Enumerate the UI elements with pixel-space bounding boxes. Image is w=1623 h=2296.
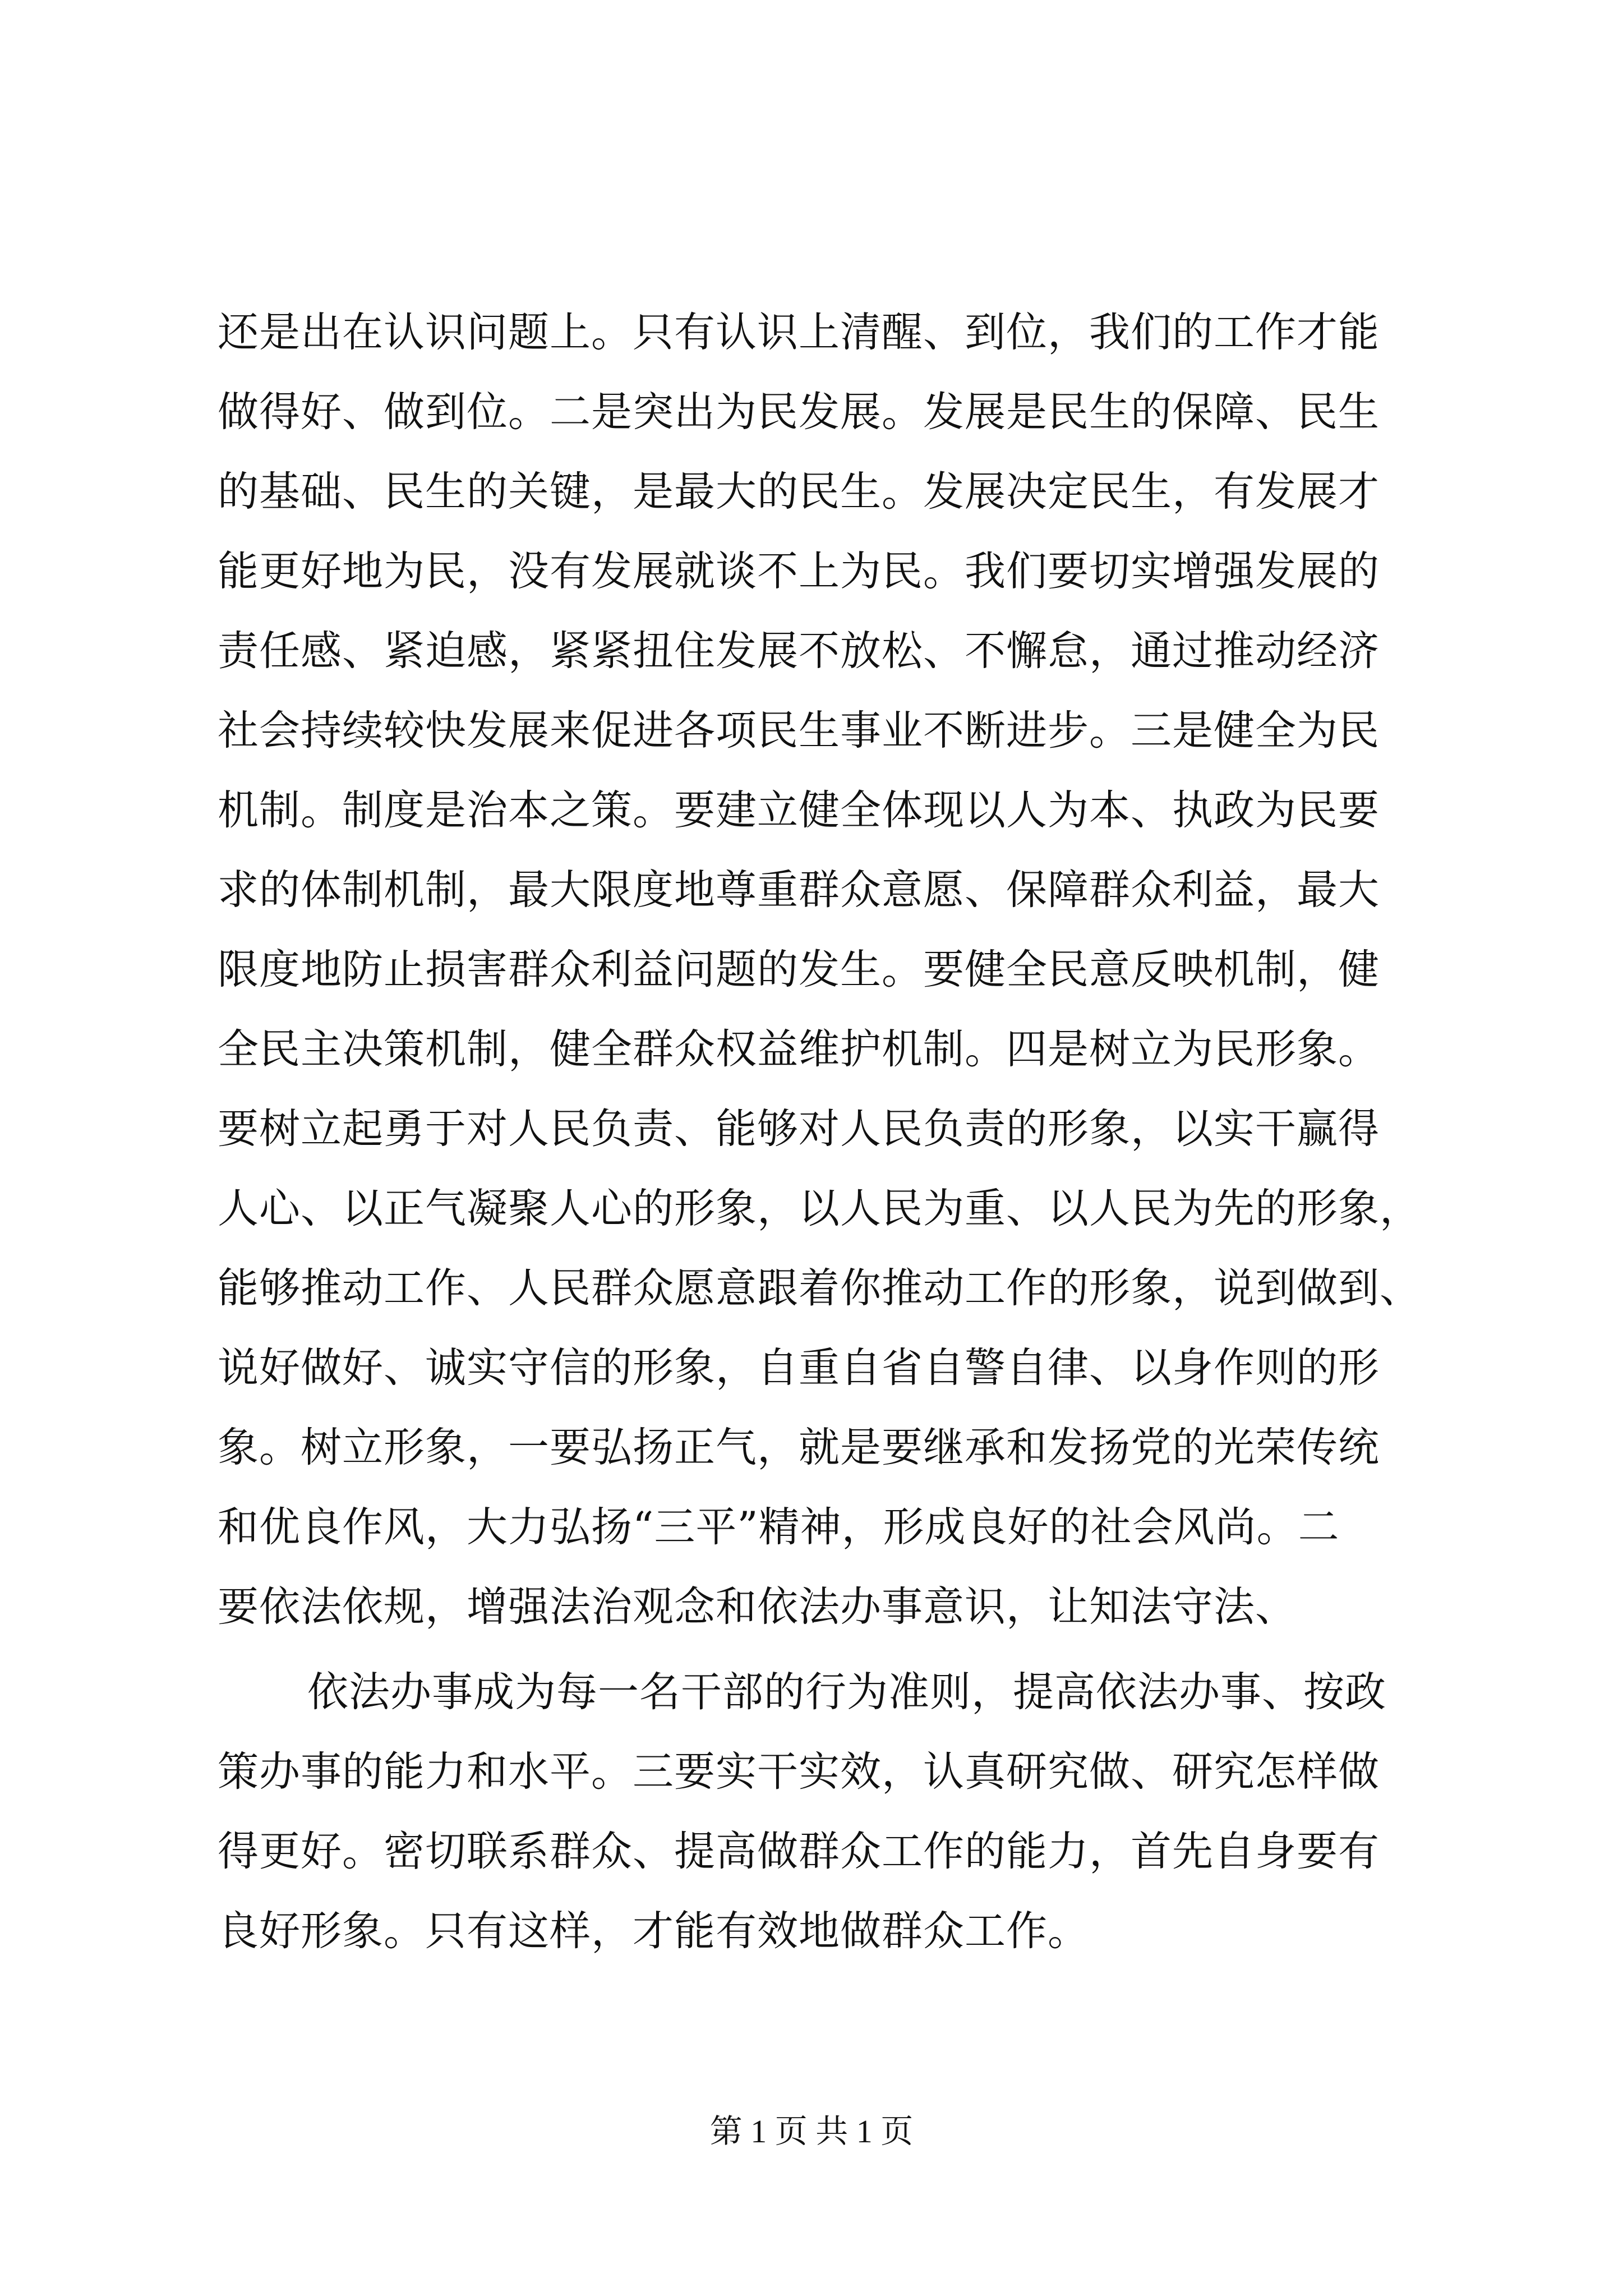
page-number-label: 第 1 页 共 1 页 xyxy=(709,2113,914,2150)
text-line: 要树立起勇于对人民负责、能够对人民负责的形象，以实干赢得 xyxy=(218,1105,1380,1153)
text-line: 责任感、紧迫感，紧紧扭住发展不放松、不懈怠，通过推动经济 xyxy=(218,627,1380,675)
text-line: 还是出在认识问题上。只有认识上清醒、到位，我们的工作才能 xyxy=(218,309,1380,356)
text-line: 要依法依规，增强法治观念和依法办事意识，让知法守法、 xyxy=(218,1583,1297,1631)
text-line: 社会持续较快发展来促进各项民生事业不断进步。三是健全为民 xyxy=(218,707,1380,754)
text-line: 人心、以正气凝聚人心的形象，以人民为重、以人民为先的形象， xyxy=(218,1185,1421,1232)
text-line: 象。树立形象，一要弘扬正气，就是要继承和发扬党的光荣传统 xyxy=(218,1424,1380,1471)
text-line: 限度地防止损害群众利益问题的发生。要健全民意反映机制，健 xyxy=(218,946,1380,993)
text-line: 得更好。密切联系群众、提高做群众工作的能力，首先自身要有 xyxy=(218,1828,1380,1875)
text-line: 说好做好、诚实守信的形象，自重自省自警自律、以身作则的形 xyxy=(218,1344,1380,1392)
text-line: 做得好、做到位。二是突出为民发展。发展是民生的保障、民生 xyxy=(218,388,1380,436)
text-line: 策办事的能力和水平。三要实干实效，认真研究做、研究怎样做 xyxy=(218,1748,1380,1796)
page-footer xyxy=(0,2109,1623,2154)
text-line: 机制。制度是治本之策。要建立健全体现以人为本、执政为民要 xyxy=(218,786,1380,834)
paragraph-gap xyxy=(218,1647,1429,1653)
text-line: 依法办事成为每一名干部的行为准则，提高依法办事、按政 xyxy=(307,1668,1386,1716)
paragraph-2 xyxy=(218,1653,1429,1971)
text-line: 能够推动工作、人民群众愿意跟着你推动工作的形象，说到做到、 xyxy=(218,1264,1421,1312)
paragraph-1 xyxy=(218,293,1429,1647)
text-line: 能更好地为民，没有发展就谈不上为民。我们要切实增强发展的 xyxy=(218,547,1380,595)
text-line: 的基础、民生的关键，是最大的民生。发展决定民生，有发展才 xyxy=(218,468,1380,516)
text-line: 全民主决策机制，健全群众权益维护机制。四是树立为民形象。 xyxy=(218,1025,1380,1073)
text-line: 和优良作风，大力弘扬“三平”精神，形成良好的社会风尚。二 xyxy=(218,1503,1340,1551)
document-body xyxy=(218,293,1429,1971)
text-line: 良好形象。只有这样，才能有效地做群众工作。 xyxy=(218,1907,1089,1955)
text-line: 求的体制机制，最大限度地尊重群众意愿、保障群众利益，最大 xyxy=(218,866,1380,914)
